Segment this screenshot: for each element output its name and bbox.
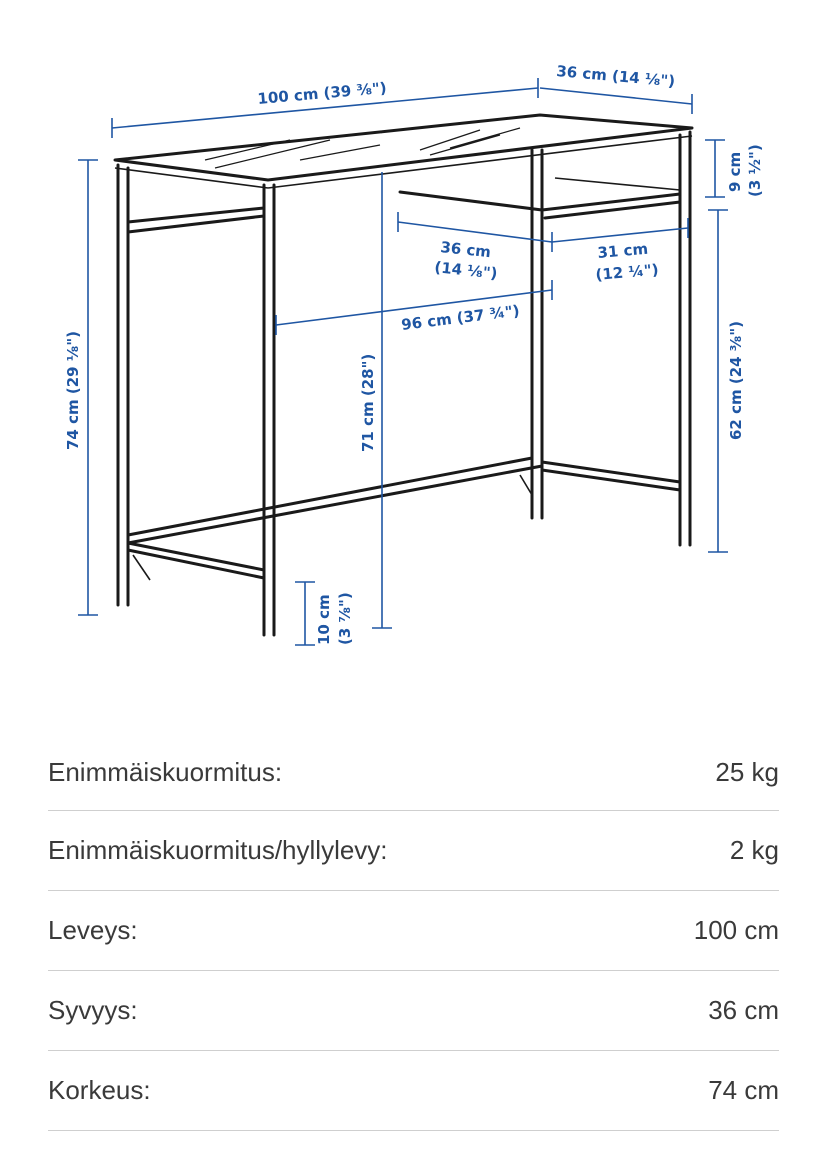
spec-row-max-load	[48, 735, 779, 811]
dim-foot-height: 10 cm	[315, 594, 333, 645]
spec-label: Enimmäiskuormitus:	[48, 757, 283, 787]
dim-under-shelf-height: 62 cm (24 ⅜")	[727, 321, 745, 440]
spec-label: Enimmäiskuormitus/hyllylevy:	[48, 835, 388, 865]
spec-row-max-load-shelf	[48, 811, 779, 891]
dim-width-top: 100 cm (39 ⅜")	[256, 78, 388, 108]
dim-shelf-depth-b-in: (12 ¼")	[594, 260, 660, 284]
dim-foot-height-in: (3 ⅞")	[336, 592, 354, 645]
spec-label: Korkeus:	[48, 1075, 151, 1105]
spec-row-depth	[48, 971, 779, 1051]
dim-inner-width: 96 cm (37 ¾")	[400, 301, 521, 334]
dim-inner-height: 71 cm (28")	[359, 353, 377, 452]
spec-value: 36 cm	[708, 995, 779, 1025]
dim-depth-top: 36 cm (14 ⅛")	[555, 62, 676, 91]
dim-shelf-gap-in: (3 ½")	[746, 144, 764, 197]
spec-row-width	[48, 891, 779, 971]
dim-total-height: 74 cm (29 ⅛")	[64, 331, 82, 450]
spec-value: 74 cm	[708, 1075, 779, 1105]
spec-row-height	[48, 1051, 779, 1131]
table-frame	[115, 115, 692, 635]
spec-value: 25 kg	[715, 757, 779, 787]
dim-shelf-depth-a-in: (14 ⅛")	[433, 258, 499, 283]
dim-shelf-depth-a: 36 cm	[439, 238, 492, 262]
spec-label: Syvyys:	[48, 995, 138, 1025]
spec-value: 100 cm	[693, 915, 779, 945]
dim-shelf-gap: 9 cm	[726, 151, 744, 192]
spec-label: Leveys:	[48, 915, 138, 945]
spec-table	[48, 735, 779, 1131]
dim-shelf-depth-b: 31 cm	[596, 239, 649, 262]
spec-value: 2 kg	[729, 835, 779, 865]
